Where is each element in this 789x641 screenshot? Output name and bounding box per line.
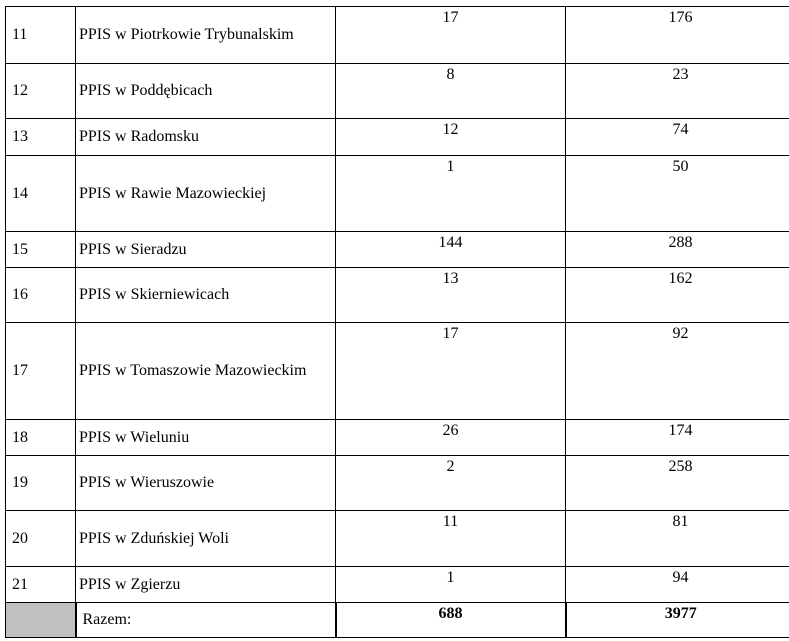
row-name: PPIS w Skierniewicach xyxy=(76,268,336,323)
table-row xyxy=(6,456,789,511)
row-value-b: 74 xyxy=(566,119,789,156)
row-number: 13 xyxy=(6,119,76,156)
row-value-b: 162 xyxy=(566,268,789,323)
row-value-a: 17 xyxy=(336,7,566,64)
table-row xyxy=(6,119,789,156)
table-row xyxy=(6,268,789,323)
row-value-b: 50 xyxy=(566,156,789,232)
table-row xyxy=(6,567,789,603)
row-name: PPIS w Poddębicach xyxy=(76,64,336,119)
table-row xyxy=(6,64,789,119)
row-value-b: 176 xyxy=(566,7,789,64)
row-value-a: 11 xyxy=(336,511,566,567)
row-number: 17 xyxy=(6,323,76,420)
table-row xyxy=(6,7,789,64)
row-value-a: 17 xyxy=(336,323,566,420)
row-value-a: 12 xyxy=(336,119,566,156)
row-value-a: 1 xyxy=(336,156,566,232)
row-value-b: 94 xyxy=(566,567,789,603)
row-value-b: 258 xyxy=(566,456,789,511)
row-name: PPIS w Wieruszowie xyxy=(76,456,336,511)
row-value-a: 26 xyxy=(336,420,566,456)
row-name: PPIS w Sieradzu xyxy=(76,232,336,268)
table-row xyxy=(6,420,789,456)
total-value-a: 688 xyxy=(336,603,566,638)
row-number: 20 xyxy=(6,511,76,567)
total-row-spacer xyxy=(6,603,76,638)
row-name: PPIS w Zduńskiej Woli xyxy=(76,511,336,567)
row-value-b: 92 xyxy=(566,323,789,420)
row-value-b: 174 xyxy=(566,420,789,456)
row-name: PPIS w Piotrkowie Trybunalskim xyxy=(76,7,336,64)
data-table xyxy=(5,6,789,638)
row-number: 18 xyxy=(6,420,76,456)
table-row xyxy=(6,323,789,420)
table-row xyxy=(6,511,789,567)
row-name: PPIS w Radomsku xyxy=(76,119,336,156)
row-value-a: 2 xyxy=(336,456,566,511)
row-name: PPIS w Wieluniu xyxy=(76,420,336,456)
row-value-b: 81 xyxy=(566,511,789,567)
row-value-a: 144 xyxy=(336,232,566,268)
row-number: 19 xyxy=(6,456,76,511)
row-name: PPIS w Rawie Mazowieckiej xyxy=(76,156,336,232)
row-number: 21 xyxy=(6,567,76,603)
row-value-b: 288 xyxy=(566,232,789,268)
row-number: 14 xyxy=(6,156,76,232)
table-row xyxy=(6,232,789,268)
row-name: PPIS w Zgierzu xyxy=(76,567,336,603)
table-row xyxy=(6,156,789,232)
row-number: 11 xyxy=(6,7,76,64)
row-number: 16 xyxy=(6,268,76,323)
row-value-a: 13 xyxy=(336,268,566,323)
row-number: 15 xyxy=(6,232,76,268)
total-label: Razem: xyxy=(76,603,336,638)
row-value-a: 8 xyxy=(336,64,566,119)
row-value-b: 23 xyxy=(566,64,789,119)
row-name: PPIS w Tomaszowie Mazowieckim xyxy=(76,323,336,420)
row-number: 12 xyxy=(6,64,76,119)
row-value-a: 1 xyxy=(336,567,566,603)
total-row xyxy=(6,603,789,638)
total-value-b: 3977 xyxy=(566,603,789,638)
